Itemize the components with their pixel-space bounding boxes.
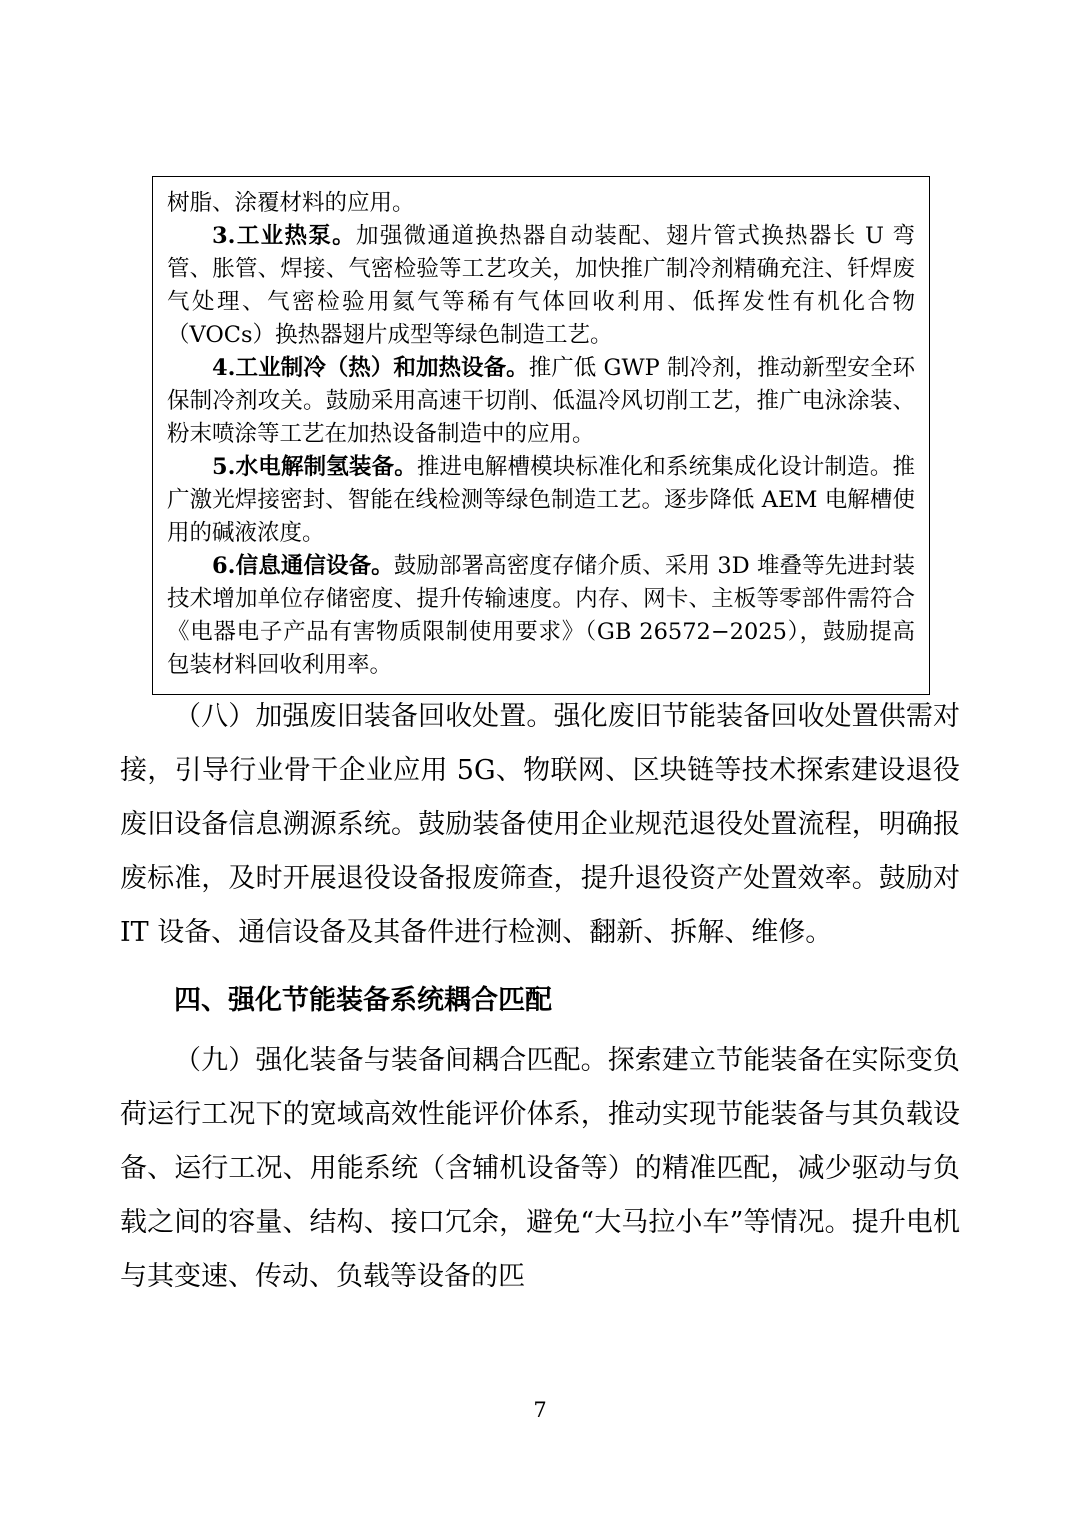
box-item-5-text: 推进电解槽模块标准化和系统集成化设计制造。推广激光焊接密封、智能在线检测等绿色制造工艺。逐步降低 AEM 电解槽使用的碱液浓度。 (167, 454, 915, 546)
box-item-3-text: 加强微通道换热器自动装配、翅片管式换热器长 U 弯管、胀管、焊接、气密检验等工艺攻关，加快推广制冷剂精确充注、钎焊废气处理、气密检验用氦气等稀有气体回收利用、低挥发性有机化合物（VOCs）换热器翅片成型等绿色制造工艺。 (167, 223, 915, 348)
box-item-4-title: 工业制冷（热）和加热设备。 (235, 355, 529, 381)
box-item-4 (167, 352, 915, 451)
box-item-5-number: 5. (212, 454, 236, 480)
box-item-3 (167, 220, 915, 352)
box-item-6-text: 鼓励部署高密度存储介质、采用 3D 堆叠等先进封装技术增加单位存储密度、提升传输速度。内存、网卡、主板等零部件需符合《电器电子产品有害物质限制使用要求》（GB 26572−2025），鼓励提高包装材料回收利用率。 (167, 553, 915, 678)
paragraph-item-8: （八）加强废旧装备回收处置。强化废旧节能装备回收处置供需对接，引导行业骨干企业应用 5G、物联网、区块链等技术探索建设退役废旧设备信息溯源系统。鼓励装备使用企业规范退役处置流程，明确报废标准，及时开展退役设备报废筛查，提升退役资产处置效率。鼓励对 IT 设备、通信设备及其备件进行检测、翻新、拆解、维修。 (120, 701, 960, 948)
box-item-6-number: 6. (212, 553, 236, 579)
box-item-3-number: 3. (212, 223, 236, 249)
box-item-5-title: 水电解制氢装备。 (235, 454, 417, 480)
page-number: 7 (533, 1398, 547, 1422)
box-item-6 (167, 550, 915, 682)
boxed-content-block (152, 176, 930, 695)
section-heading-four: 四、强化节能装备系统耦合匹配 (174, 985, 552, 1016)
box-item-4-number: 4. (212, 355, 236, 381)
box-item-6-title: 信息通信设备。 (235, 553, 394, 579)
body-text-block (120, 690, 960, 1306)
box-item-5 (167, 451, 915, 550)
paragraph-item-9: （九）强化装备与装备间耦合匹配。探索建立节能装备在实际变负荷运行工况下的宽域高效性能评价体系，推动实现节能装备与其负载设备、运行工况、用能系统（含辅机设备等）的精准匹配，减少驱动与负载之间的容量、结构、接口冗余，避免“大马拉小车”等情况。提升电机与其变速、传动、负载等设备的匹 (120, 1045, 960, 1292)
box-lead-line: 树脂、涂覆材料的应用。 (167, 190, 415, 216)
box-item-3-title: 工业热泵。 (235, 223, 357, 249)
box-item-4-text: 推广低 GWP 制冷剂，推动新型安全环保制冷剂攻关。鼓励采用高速干切削、低温冷风切削工艺，推广电泳涂装、粉末喷涂等工艺在加热设备制造中的应用。 (167, 355, 915, 447)
